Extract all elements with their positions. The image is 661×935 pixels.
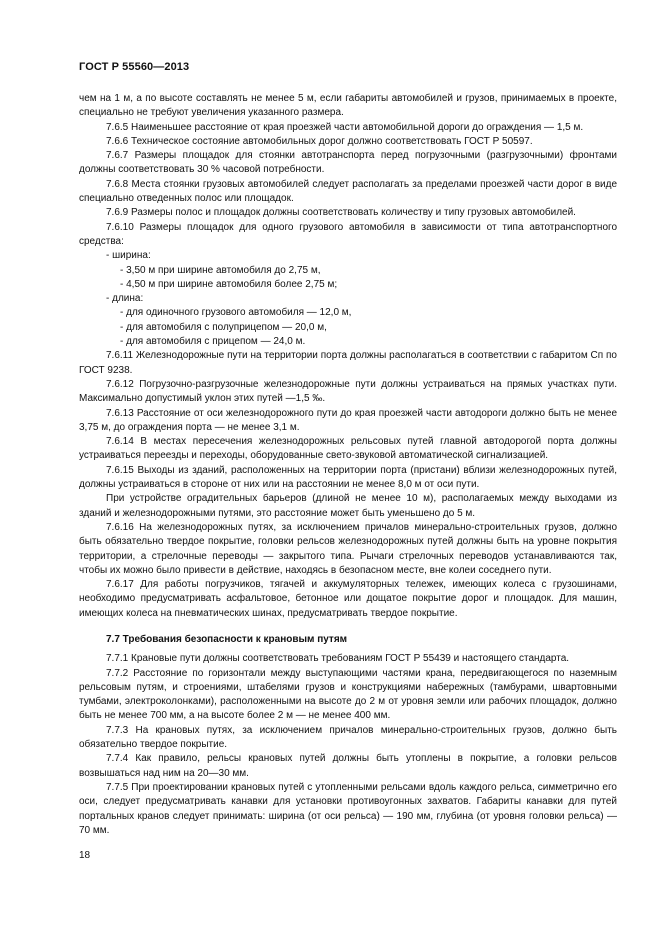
paragraph: 7.6.10 Размеры площадок для одного грузового автомобиля в зависимости от типа автотранспортного средства:	[79, 221, 617, 247]
paragraph: 7.6.6 Техническое состояние автомобильных дорог должно соответствовать ГОСТ Р 50597.	[106, 135, 533, 147]
paragraph: 7.6.17 Для работы погрузчиков, тягачей и аккумуляторных тележек, имеющих колеса с грузошинами, необходимо предусматривать асфальтовое, бетонное или дощатое покрытие дорог и площадок. Для машин, имеющих колеса на пневматических шинах, предусматривать твердое покрытие.	[79, 579, 617, 619]
paragraph: 7.7.5 При проектировании крановых путей с утопленными рельсами вдоль каждого рельса, симметрично его оси, следует предусматривать канавки для установки противоугонных захватов. Габариты канавки для путей портальных кранов следует принимать: ширина (от оси рельса) — 190 мм, глубина (от уровня головки рельса) — 70 мм.	[79, 781, 617, 836]
paragraph: 7.7.2 Расстояние по горизонтали между выступающими частями крана, передвигающегося по наземным рельсовым путям, и строениями, штабелями грузов и конструкциями набережных (тамбурами, швартовными тумбами, электроколонками), расположенными на высоте до 2 м от уровня земли или рабочих площадок, должно быть не менее 700 мм, а на высоте более 2 м — не менее 400 мм.	[79, 667, 617, 722]
list-item: - 4,50 м при ширине автомобиля более 2,75 м;	[120, 278, 338, 290]
page-number: 18	[79, 850, 91, 861]
paragraph: 7.6.9 Размеры полос и площадок должны соответствовать количеству и типу грузовых автомобилей.	[106, 207, 576, 219]
paragraph: 7.6.13 Расстояние от оси железнодорожного пути до края проезжей части автодороги должно быть не менее 3,75 м, до ограждения порта — не менее 3,1 м.	[79, 407, 617, 433]
paragraph: При устройстве оградительных барьеров (длиной не менее 10 м), располагаемых между выходами из зданий и железнодорожными путями, это расстояние может быть уменьшено до 5 м.	[79, 493, 617, 519]
paragraph: 7.6.5 Наименьшее расстояние от края проезжей части автомобильной дороги до ограждения — 1,5 м.	[106, 121, 584, 133]
paragraph: 7.7.1 Крановые пути должны соответствовать требованиям ГОСТ Р 55439 и настоящего стандарта.	[106, 653, 570, 665]
paragraph: 7.6.11 Железнодорожные пути на территории порта должны располагаться в соответствии с габаритом Сп по ГОСТ 9238.	[79, 350, 617, 376]
list-item: - для одиночного грузового автомобиля — 12,0 м,	[120, 307, 352, 319]
list-item: - для автомобиля с прицепом — 24,0 м.	[120, 336, 306, 348]
document-body	[79, 92, 617, 838]
list-item: - 3,50 м при ширине автомобиля до 2,75 м,	[120, 264, 321, 276]
list-item: - длина:	[106, 293, 144, 305]
document-header: ГОСТ Р 55560—2013	[79, 61, 190, 73]
paragraph: чем на 1 м, а по высоте составлять не менее 5 м, если габариты автомобилей и грузов, принимаемых в проекте, специально не требуют увеличения указанного размера.	[79, 93, 617, 119]
paragraph: 7.6.14 В местах пересечения железнодорожных рельсовых путей главной автодорогой порта должны устраиваться переезды и переходы, оборудованные свето-звуковой автоматической сигнализацией.	[79, 436, 617, 462]
paragraph: 7.6.15 Выходы из зданий, расположенных на территории порта (пристани) вблизи железнодорожных путей, должны устраиваться в стороне от них или на расстоянии не менее 8,0 м от оси пути.	[79, 464, 617, 491]
paragraph: 7.6.12 Погрузочно-разгрузочные железнодорожные пути должны устраиваться на прямых участках пути. Максимально допустимый уклон этих путей —1,5 ‰.	[79, 378, 617, 405]
section-heading: 7.7 Требования безопасности к крановым путям	[106, 633, 348, 645]
list-item: - для автомобиля с полуприцепом — 20,0 м,	[120, 321, 327, 333]
paragraph: 7.7.4 Как правило, рельсы крановых путей должны быть утоплены в покрытие, а головки рельсов возвышаться над ним на 20—30 мм.	[79, 753, 617, 779]
paragraph: 7.6.8 Места стоянки грузовых автомобилей следует располагать за пределами проезжей части дорог в виде специально отведенных полос или площадок.	[79, 178, 617, 205]
paragraph: 7.6.7 Размеры площадок для стоянки автотранспорта перед погрузочными (разгрузочными) фронтами должны соответствовать 30 % часовой потребности.	[79, 150, 617, 176]
paragraph: 7.6.16 На железнодорожных путях, за исключением причалов минерально-строительных грузов, должно быть обязательно твердое покрытие, головки рельсов железнодорожных путей должны быть на уровне покрытия территории, а стрелочные переводы — закрытого типа. Рычаги стрелочных переводов устанавливаются так, чтобы их можно было привести в действие, находясь в безопасном месте, вне колеи соседнего пути.	[79, 521, 617, 576]
paragraph: 7.7.3 На крановых путях, за исключением причалов минерально-строительных грузов, должно быть обязательно твердое покрытие.	[79, 724, 617, 751]
list-item: - ширина:	[106, 250, 151, 262]
